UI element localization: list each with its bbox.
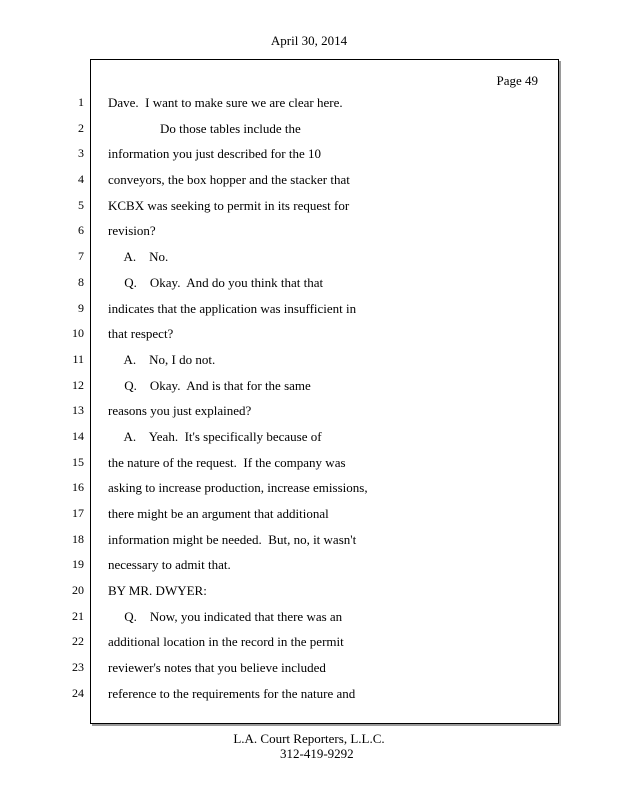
transcript-line: the nature of the request. If the company was xyxy=(108,454,346,470)
transcript-line: A. No, I do not. xyxy=(108,351,216,367)
transcript-line: that respect? xyxy=(108,326,174,342)
transcript-line: information might be needed. But, no, it wasn't xyxy=(108,531,357,547)
transcript-line: Q. Now, you indicated that there was an xyxy=(108,608,343,624)
line-number: 3 xyxy=(78,146,84,161)
line-number: 8 xyxy=(78,274,84,289)
transcript-line: reviewer's notes that you believe included xyxy=(108,660,326,676)
line-number: 6 xyxy=(78,223,84,238)
line-number: 11 xyxy=(72,351,84,366)
line-number: 9 xyxy=(78,300,84,315)
line-number: 13 xyxy=(72,403,84,418)
transcript-line: KCBX was seeking to permit in its request for xyxy=(108,197,350,213)
footer-reporter-name: L.A. Court Reporters, L.L.C. xyxy=(233,731,385,746)
line-number: 1 xyxy=(78,95,84,109)
transcript-line: Do those tables include the xyxy=(108,120,301,136)
line-number: 7 xyxy=(78,249,84,264)
transcript-line: additional location in the record in the permit xyxy=(108,634,344,650)
transcript-line: necessary to admit that. xyxy=(108,557,231,573)
line-number: 16 xyxy=(72,480,84,495)
transcript-line: A. No. xyxy=(108,249,169,265)
transcript-line: indicates that the application was insufficient in xyxy=(108,300,357,316)
line-number: 24 xyxy=(72,685,84,700)
line-number: 21 xyxy=(72,608,84,623)
line-number: 15 xyxy=(72,454,84,469)
transcript-line: conveyors, the box hopper and the stacker that xyxy=(108,172,350,188)
transcript-line: asking to increase production, increase emissions, xyxy=(108,480,368,496)
line-number: 4 xyxy=(78,172,84,187)
transcript-line: BY MR. DWYER: xyxy=(108,583,207,599)
transcript-line: Q. Okay. And do you think that that xyxy=(108,274,324,290)
transcript-line: there might be an argument that additional xyxy=(108,506,329,521)
transcript-line: A. Yeah. It's specifically because of xyxy=(108,428,322,444)
line-number: 2 xyxy=(78,120,84,135)
line-number: 22 xyxy=(72,634,84,649)
line-number: 12 xyxy=(72,377,84,392)
transcript-line: Q. Okay. And is that for the same xyxy=(108,377,311,393)
line-number: 14 xyxy=(72,428,84,443)
footer-phone-number: 312-419-9292 xyxy=(280,746,354,761)
line-number: 23 xyxy=(72,660,84,675)
transcript-line: Dave. I want to make sure we are clear here. xyxy=(108,95,343,110)
line-number: 17 xyxy=(72,506,84,520)
transcript-line: reasons you just explained? xyxy=(108,403,252,419)
line-number: 20 xyxy=(72,583,84,598)
line-number: 5 xyxy=(78,197,84,212)
line-number: 10 xyxy=(72,326,84,341)
page-number: Page 49 xyxy=(496,73,538,88)
header-date: April 30, 2014 xyxy=(270,33,348,48)
line-number: 18 xyxy=(72,531,84,546)
transcript-line: revision? xyxy=(108,223,156,239)
transcript-text-column xyxy=(108,92,548,709)
transcript-line: reference to the requirements for the nature and xyxy=(108,685,356,701)
line-number-column xyxy=(62,92,84,709)
transcript-line: information you just described for the 10 xyxy=(108,146,322,162)
line-number: 19 xyxy=(72,557,84,572)
